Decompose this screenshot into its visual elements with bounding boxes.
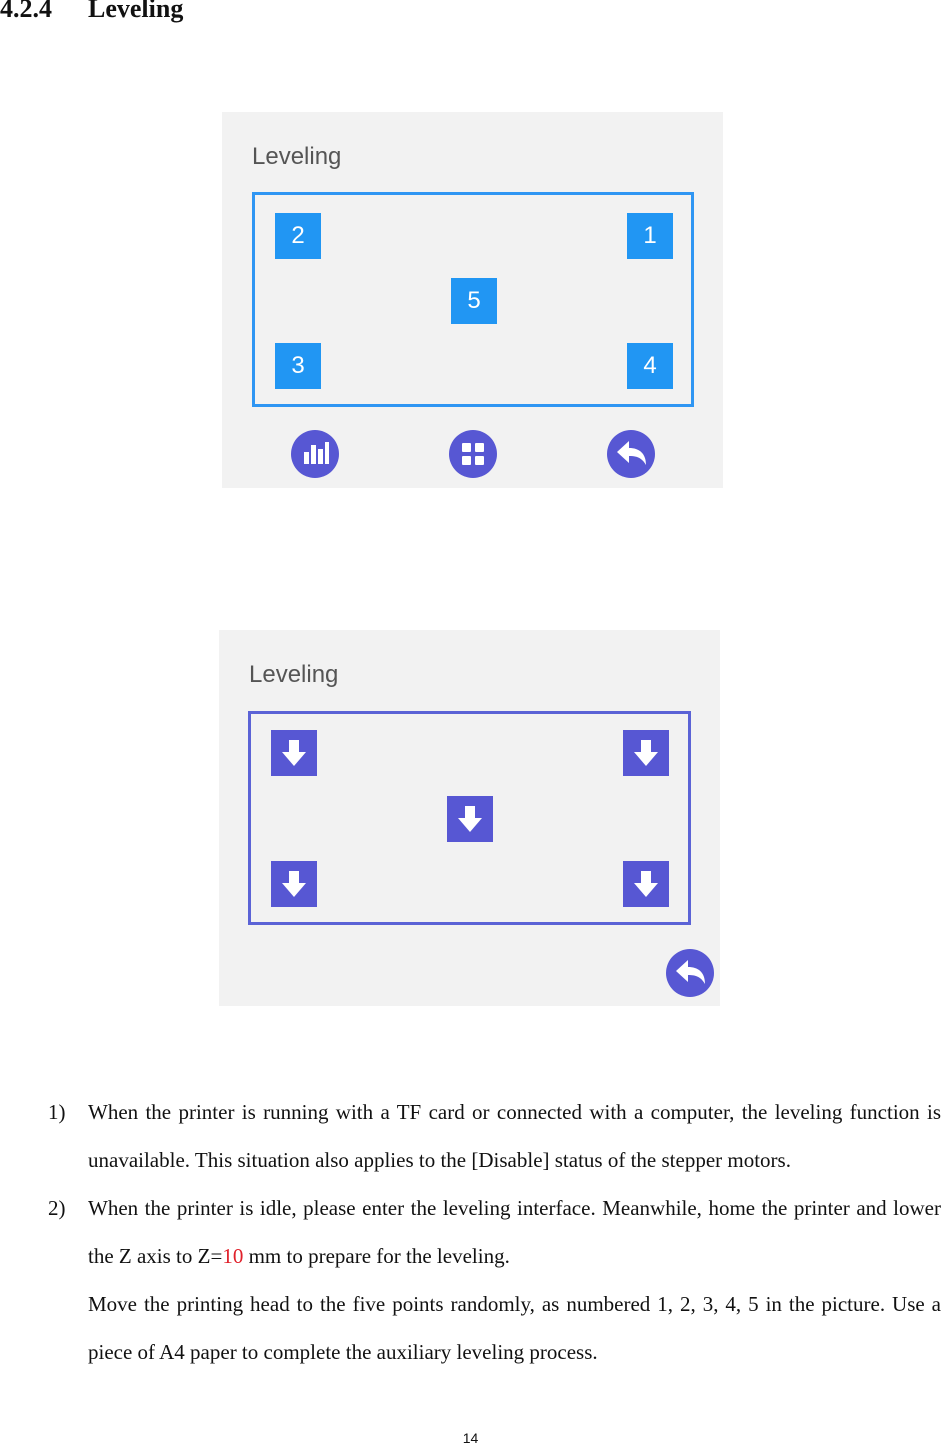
back-icon[interactable] bbox=[666, 949, 714, 997]
list-item bbox=[0, 1088, 941, 1184]
down-arrow-icon bbox=[631, 868, 661, 900]
section-heading bbox=[0, 0, 183, 24]
list-item-number: 1) bbox=[48, 1100, 66, 1124]
text-segment: When the printer is idle, please enter the leveling interface. Meanwhile, home the printer and lower the Z axis to Z= bbox=[88, 1196, 941, 1268]
list-item-text-continued: Move the printing head to the five points randomly, as numbered 1, 2, 3, 4, 5 in the picture. Use a piece of A4 paper to complete the auxiliary leveling process. bbox=[88, 1292, 941, 1364]
grid-icon[interactable] bbox=[449, 430, 497, 478]
move-down-button-5[interactable] bbox=[447, 796, 493, 842]
list-item-text bbox=[88, 1184, 941, 1280]
bed-frame bbox=[248, 711, 691, 925]
point-2-button[interactable]: 2 bbox=[275, 213, 321, 259]
list-item-number: 2) bbox=[48, 1196, 66, 1220]
down-arrow-icon bbox=[631, 737, 661, 769]
section-number: 4.2.4 bbox=[0, 0, 52, 23]
back-icon[interactable] bbox=[607, 430, 655, 478]
move-down-button-1[interactable] bbox=[623, 730, 669, 776]
text-segment: mm to prepare for the leveling. bbox=[243, 1244, 510, 1268]
point-4-button[interactable]: 4 bbox=[627, 343, 673, 389]
list-item bbox=[0, 1184, 941, 1376]
down-arrow-icon bbox=[455, 803, 485, 835]
screen-title: Leveling bbox=[252, 143, 342, 170]
point-3-button[interactable]: 3 bbox=[275, 343, 321, 389]
move-down-button-2[interactable] bbox=[271, 730, 317, 776]
section-title: Leveling bbox=[88, 0, 184, 23]
chart-icon[interactable] bbox=[291, 430, 339, 478]
point-5-button[interactable]: 5 bbox=[451, 278, 497, 324]
page-number: 14 bbox=[462, 1430, 479, 1446]
down-arrow-icon bbox=[279, 868, 309, 900]
bed-frame bbox=[252, 192, 694, 407]
leveling-screen-move bbox=[219, 630, 720, 1006]
point-1-button[interactable]: 1 bbox=[627, 213, 673, 259]
screen-title: Leveling bbox=[249, 661, 339, 688]
down-arrow-icon bbox=[279, 737, 309, 769]
leveling-screen-points bbox=[222, 112, 723, 488]
instruction-list bbox=[0, 1088, 941, 1376]
move-down-button-4[interactable] bbox=[623, 861, 669, 907]
move-down-button-3[interactable] bbox=[271, 861, 317, 907]
list-item-text: When the printer is running with a TF card or connected with a computer, the leveling function is unavailable. This situation also applies to the [Disable] status of the stepper motors. bbox=[88, 1100, 941, 1172]
z-height-value: 10 bbox=[222, 1244, 244, 1268]
